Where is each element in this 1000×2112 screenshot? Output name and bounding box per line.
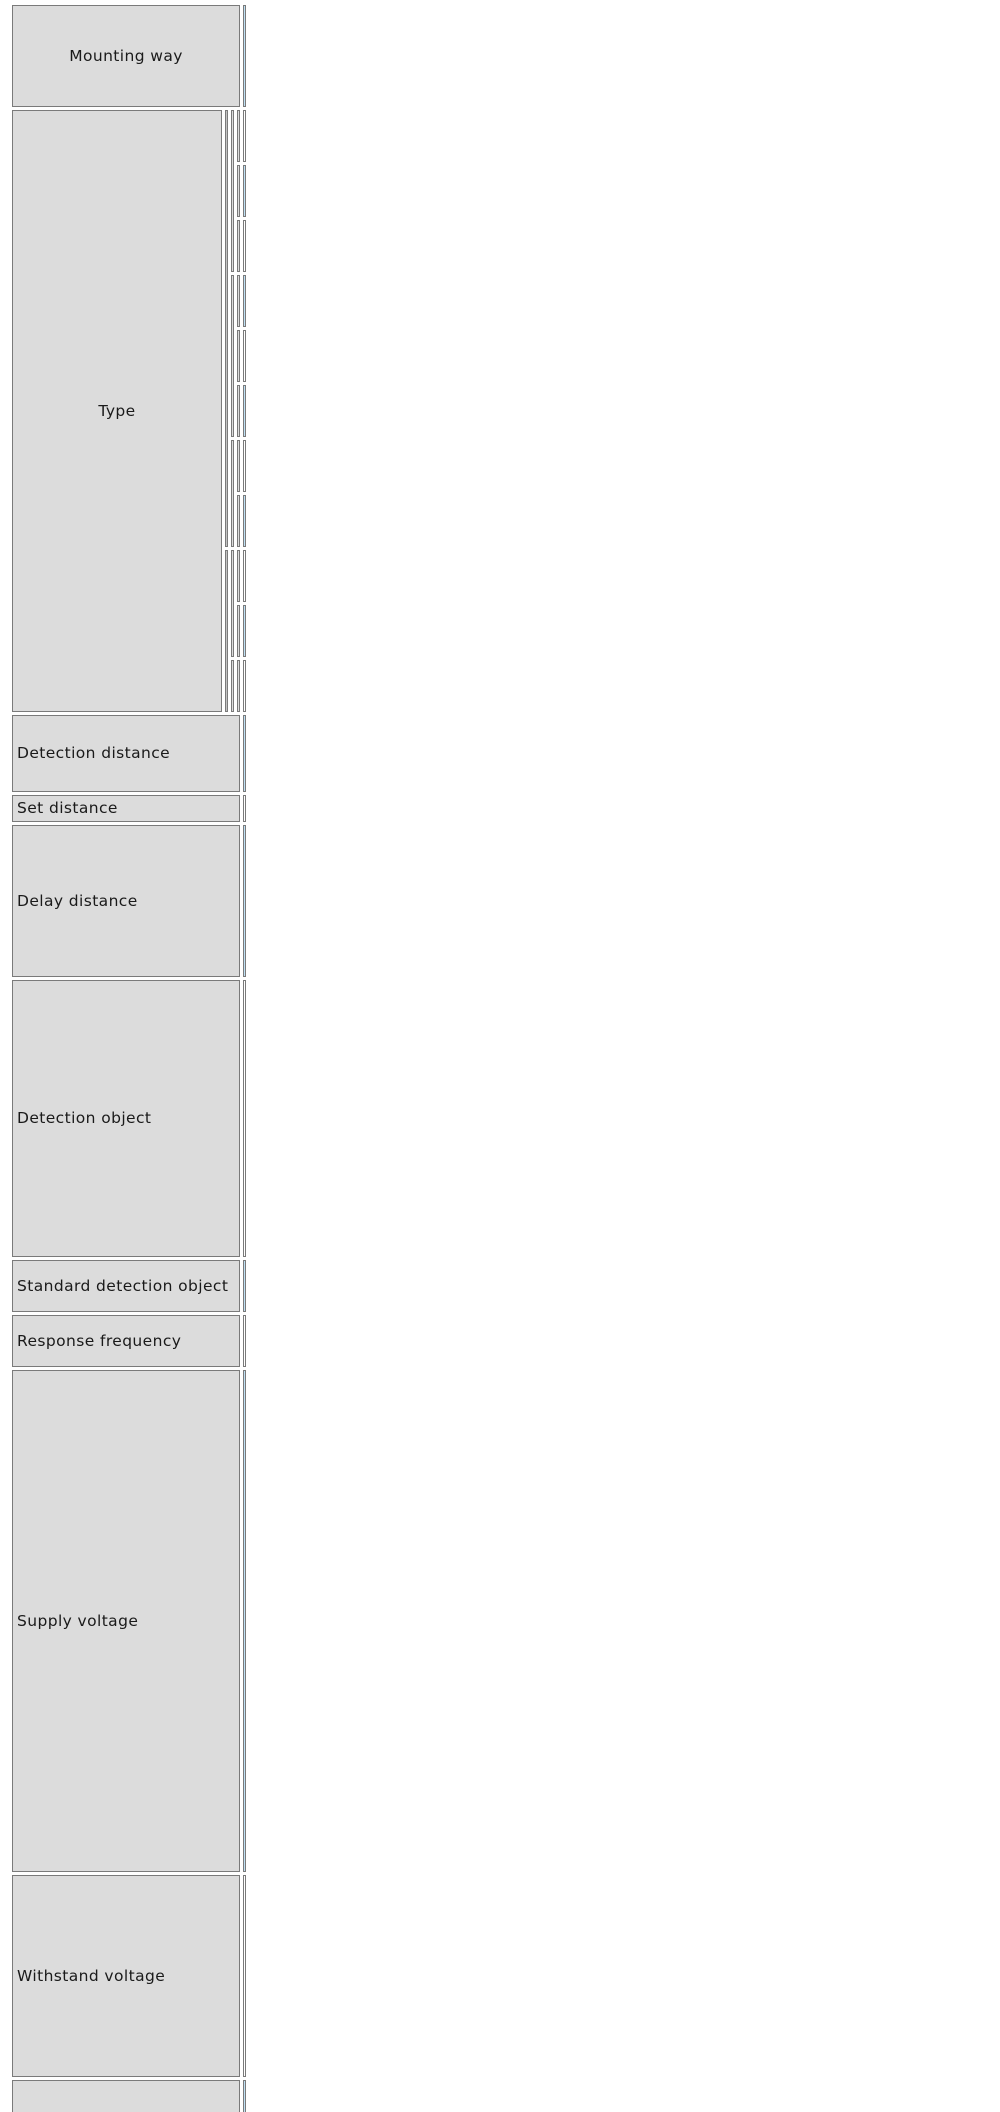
type-label: Type xyxy=(12,110,222,712)
ac-three-wire-label xyxy=(231,660,234,712)
spec-row xyxy=(12,980,1000,1257)
output-no-nc xyxy=(237,385,240,437)
model-ps-05y2 xyxy=(243,605,246,657)
pnp-label xyxy=(231,275,234,437)
dc-two-wire-label xyxy=(231,440,234,547)
output-no xyxy=(237,550,240,602)
output-nc xyxy=(237,330,240,382)
model-empty xyxy=(243,660,246,712)
spec-label-detection-object: Detection object xyxy=(12,980,240,1257)
model-ps-05n2 xyxy=(243,165,246,217)
spec-label-standard-detection-object: Standard detection object xyxy=(12,1260,240,1312)
output-no xyxy=(237,440,240,492)
spec-label-set-distance: Set distance xyxy=(12,795,240,822)
spec-value-detection-distance xyxy=(243,715,246,792)
spec-value-standard-detection-object xyxy=(243,1260,246,1312)
mounting-way-row xyxy=(12,5,1000,107)
spec-value-set-distance xyxy=(243,795,246,822)
spec-value-response-frequency xyxy=(243,1315,246,1367)
spec-label-withstand-voltage: Withstand voltage xyxy=(12,1875,240,2077)
spec-label-voltage-influence xyxy=(12,2080,240,2112)
spec-row xyxy=(12,795,1000,822)
spec-row xyxy=(12,2080,1000,2112)
model-ps-05d2 xyxy=(243,495,246,547)
spec-row xyxy=(12,825,1000,977)
specification-table xyxy=(9,2,1000,2112)
spec-value-voltage-influence xyxy=(243,2080,246,2112)
mounting-way-label: Mounting way xyxy=(12,5,240,107)
spec-row xyxy=(12,1370,1000,1872)
output-no-nc xyxy=(237,660,240,712)
type-row-npn-no xyxy=(12,110,1000,162)
ac-two-wire-label xyxy=(231,550,234,657)
spec-row xyxy=(12,1315,1000,1367)
spec-row xyxy=(12,1260,1000,1312)
spec-value-delay-distance xyxy=(243,825,246,977)
model-ps-05y1 xyxy=(243,550,246,602)
spec-label-response-frequency: Response frequency xyxy=(12,1315,240,1367)
spec-value-supply-voltage xyxy=(243,1370,246,1872)
spec-row xyxy=(12,1875,1000,2077)
model-ps-05p2 xyxy=(243,330,246,382)
model-ps-05n xyxy=(243,110,246,162)
model-ps-05p3 xyxy=(243,385,246,437)
spec-value-detection-object xyxy=(243,980,246,1257)
output-no xyxy=(237,275,240,327)
output-nc xyxy=(237,495,240,547)
dc-type-label xyxy=(225,110,228,547)
spec-row xyxy=(12,715,1000,792)
npn-label xyxy=(231,110,234,272)
ac-type-label xyxy=(225,550,228,712)
model-ps-05d1 xyxy=(243,440,246,492)
spec-label-delay-distance: Delay distance xyxy=(12,825,240,977)
output-no xyxy=(237,110,240,162)
spec-label-detection-distance: Detection distance xyxy=(12,715,240,792)
output-no-nc xyxy=(237,220,240,272)
output-nc xyxy=(237,605,240,657)
output-nc xyxy=(237,165,240,217)
mounting-way-value xyxy=(243,5,246,107)
model-ps-05n3 xyxy=(243,220,246,272)
spec-label-supply-voltage: Supply voltage xyxy=(12,1370,240,1872)
model-ps-05p xyxy=(243,275,246,327)
spec-value-withstand-voltage xyxy=(243,1875,246,2077)
